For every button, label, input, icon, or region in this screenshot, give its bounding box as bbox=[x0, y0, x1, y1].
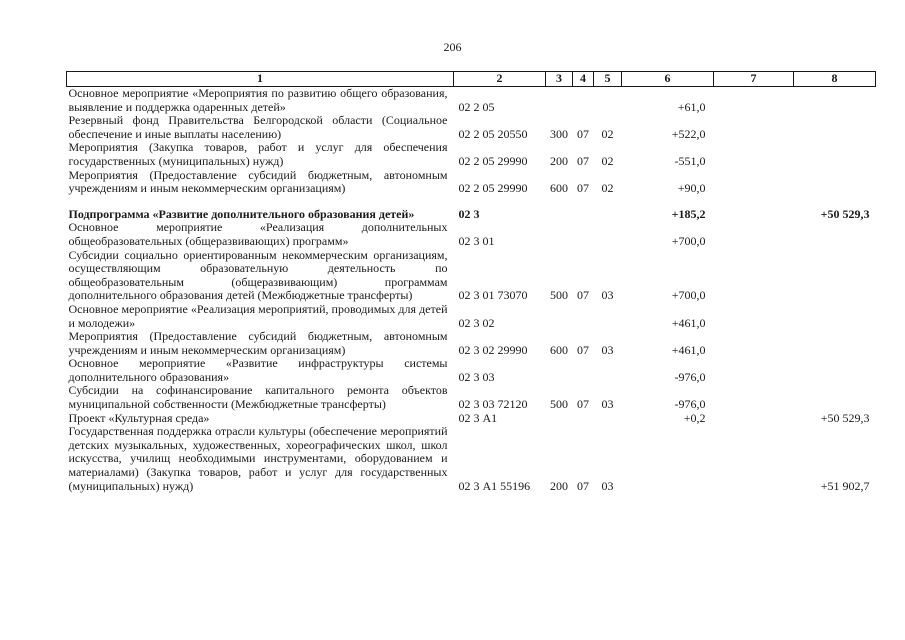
row-section: 07 bbox=[577, 288, 589, 303]
row-subsection: 02 bbox=[601, 126, 614, 141]
row-name: Субсидии социально ориентированным некоммерческим организациям, осуществляющим образовательную деятельность по общеобразовательным (общеразвивающим) программам дополнительного образования детей (Межбюджетные трансферты) bbox=[68, 247, 448, 303]
column-header-6: 6 bbox=[622, 72, 714, 87]
row-amount-total: +50 529,3 bbox=[820, 410, 870, 425]
row-col-7 bbox=[714, 412, 794, 426]
table-row bbox=[67, 412, 876, 426]
row-col-7 bbox=[714, 141, 794, 168]
row-subsection: 03 bbox=[601, 478, 614, 493]
row-amount-total bbox=[794, 303, 876, 330]
row-amount-total: +50 529,3 bbox=[820, 206, 870, 221]
column-header-3: 3 bbox=[546, 72, 573, 87]
page-number: 206 bbox=[443, 40, 462, 54]
row-kvr bbox=[546, 357, 573, 384]
table-row bbox=[67, 141, 876, 168]
row-amount-total bbox=[794, 330, 876, 357]
row-code: 02 2 05 29990 bbox=[458, 153, 528, 168]
row-kvr bbox=[546, 221, 573, 248]
row-amount-change: -976,0 bbox=[674, 369, 706, 384]
table-row bbox=[67, 303, 876, 330]
row-code: 02 3 bbox=[458, 206, 480, 221]
budget-table bbox=[66, 71, 876, 493]
row-name: Основное мероприятие «Реализация мероприятий, проводимых для детей и молодежи» bbox=[68, 301, 448, 330]
row-amount-total bbox=[794, 384, 876, 411]
row-col-7 bbox=[714, 357, 794, 384]
row-col-7 bbox=[714, 330, 794, 357]
row-subsection: 03 bbox=[601, 288, 614, 303]
row-amount-change: +461,0 bbox=[671, 342, 706, 357]
column-header-7: 7 bbox=[714, 72, 794, 87]
table-row bbox=[67, 425, 876, 493]
row-code: 02 3 01 bbox=[458, 233, 495, 248]
table-row bbox=[67, 208, 876, 222]
row-amount-change: +0,2 bbox=[683, 410, 706, 425]
row-section: 07 bbox=[577, 126, 589, 141]
row-subsection bbox=[594, 412, 622, 426]
column-header-8: 8 bbox=[794, 72, 876, 87]
row-amount-total bbox=[794, 141, 876, 168]
row-name: Проект «Культурная среда» bbox=[68, 410, 210, 425]
row-section bbox=[573, 303, 594, 330]
row-code: 02 2 05 29990 bbox=[458, 181, 528, 196]
spacer-row bbox=[67, 196, 876, 208]
table-row bbox=[67, 330, 876, 357]
row-code: 02 3 А1 55196 bbox=[458, 478, 531, 493]
row-col-7 bbox=[714, 114, 794, 141]
row-code: 02 3 02 29990 bbox=[458, 342, 528, 357]
row-subsection bbox=[594, 357, 622, 384]
row-amount-total: +51 902,7 bbox=[820, 478, 870, 493]
row-code: 02 3 03 72120 bbox=[458, 397, 528, 412]
row-code: 02 3 А1 bbox=[458, 410, 498, 425]
row-code: 02 3 03 bbox=[458, 369, 495, 384]
row-section: 07 bbox=[577, 397, 589, 412]
row-code: 02 2 05 bbox=[458, 99, 495, 114]
row-kvr: 500 bbox=[550, 397, 568, 412]
row-amount-total bbox=[794, 357, 876, 384]
row-name: Основное мероприятие «Реализация дополнительных общеобразовательных (общеразвивающих) программ» bbox=[68, 220, 448, 248]
row-subsection: 02 bbox=[601, 153, 614, 168]
row-subsection: 03 bbox=[601, 342, 614, 357]
row-subsection bbox=[594, 87, 622, 115]
table-row bbox=[67, 384, 876, 411]
row-name: Подпрограмма «Развитие дополнительного образования детей» bbox=[68, 206, 415, 221]
row-kvr: 300 bbox=[550, 126, 568, 141]
row-section bbox=[573, 208, 594, 222]
row-section bbox=[573, 221, 594, 248]
table-row bbox=[67, 114, 876, 141]
row-code: 02 2 05 20550 bbox=[458, 126, 528, 141]
row-kvr: 200 bbox=[550, 153, 568, 168]
row-amount-total bbox=[794, 87, 876, 115]
row-amount-total bbox=[794, 114, 876, 141]
row-subsection: 03 bbox=[601, 397, 614, 412]
row-section bbox=[573, 412, 594, 426]
row-amount-change bbox=[622, 425, 714, 493]
row-code: 02 3 02 bbox=[458, 315, 495, 330]
row-kvr: 500 bbox=[550, 288, 568, 303]
row-amount-change: +700,0 bbox=[671, 233, 706, 248]
row-amount-change: -551,0 bbox=[674, 153, 706, 168]
row-subsection: 02 bbox=[601, 181, 614, 196]
row-subsection bbox=[594, 208, 622, 222]
row-section bbox=[573, 357, 594, 384]
table-row bbox=[67, 221, 876, 248]
row-amount-total bbox=[794, 249, 876, 303]
row-section: 07 bbox=[577, 181, 589, 196]
row-col-7 bbox=[714, 208, 794, 222]
row-kvr bbox=[546, 208, 573, 222]
row-kvr bbox=[546, 303, 573, 330]
table-body bbox=[67, 87, 876, 494]
row-amount-change: +185,2 bbox=[671, 206, 706, 221]
row-name: Основное мероприятие «Развитие инфраструктуры системы дополнительного образования» bbox=[68, 356, 448, 384]
row-col-7 bbox=[714, 425, 794, 493]
row-amount-change: +522,0 bbox=[671, 126, 706, 141]
table-row bbox=[67, 249, 876, 303]
row-section: 07 bbox=[577, 342, 589, 357]
row-amount-change: +700,0 bbox=[671, 288, 706, 303]
column-header-2: 2 bbox=[454, 72, 546, 87]
column-header-1: 1 bbox=[67, 72, 454, 87]
row-amount-total bbox=[794, 221, 876, 248]
row-name: Основное мероприятие «Мероприятия по развитию общего образования, выявление и поддержка одаренных детей» bbox=[68, 86, 448, 114]
row-kvr: 200 bbox=[550, 478, 568, 493]
row-amount-change: -976,0 bbox=[674, 397, 706, 412]
row-col-7 bbox=[714, 249, 794, 303]
row-col-7 bbox=[714, 384, 794, 411]
row-col-7 bbox=[714, 87, 794, 115]
row-amount-total bbox=[794, 169, 876, 196]
row-kvr: 600 bbox=[550, 342, 568, 357]
row-amount-change: +90,0 bbox=[677, 181, 706, 196]
row-section: 07 bbox=[577, 153, 589, 168]
row-name: Резервный фонд Правительства Белгородской области (Социальное обеспечение и иные выплаты населению) bbox=[68, 113, 448, 141]
column-header-4: 4 bbox=[573, 72, 594, 87]
row-name: Мероприятия (Предоставление субсидий бюджетным, автономным учреждениям и иным некоммерческим организациям) bbox=[68, 167, 448, 196]
header-row bbox=[67, 72, 876, 87]
row-subsection bbox=[594, 303, 622, 330]
row-col-7 bbox=[714, 303, 794, 330]
table-row bbox=[67, 169, 876, 196]
table-row bbox=[67, 357, 876, 384]
row-amount-change: +461,0 bbox=[671, 315, 706, 330]
row-kvr bbox=[546, 87, 573, 115]
row-kvr: 600 bbox=[550, 181, 568, 196]
row-name: Субсидии на софинансирование капитального ремонта объектов муниципальной собственности (Межбюджетные трансферты) bbox=[68, 383, 448, 412]
row-section bbox=[573, 87, 594, 115]
row-amount-change: +61,0 bbox=[677, 99, 706, 114]
row-code: 02 3 01 73070 bbox=[458, 288, 528, 303]
row-section: 07 bbox=[577, 478, 589, 493]
row-name: Мероприятия (Закупка товаров, работ и услуг для обеспечения государственных (муниципальных) нужд) bbox=[68, 140, 448, 168]
row-name: Мероприятия (Предоставление субсидий бюджетным, автономным учреждениям и иным некоммерческим организациям) bbox=[68, 329, 448, 357]
row-name: Государственная поддержка отрасли культуры (обеспечение мероприятий детских музыкальных, художественных, хореографических школ, школ искусства, училищ необходимыми инструментами, оборудованием и материалами) (Закупка товаров, работ и услуг для государственных (муниципальных) нужд) bbox=[68, 424, 448, 493]
column-header-5: 5 bbox=[594, 72, 622, 87]
row-col-7 bbox=[714, 169, 794, 196]
row-kvr bbox=[546, 412, 573, 426]
row-subsection bbox=[594, 221, 622, 248]
table-row bbox=[67, 87, 876, 115]
row-col-7 bbox=[714, 221, 794, 248]
